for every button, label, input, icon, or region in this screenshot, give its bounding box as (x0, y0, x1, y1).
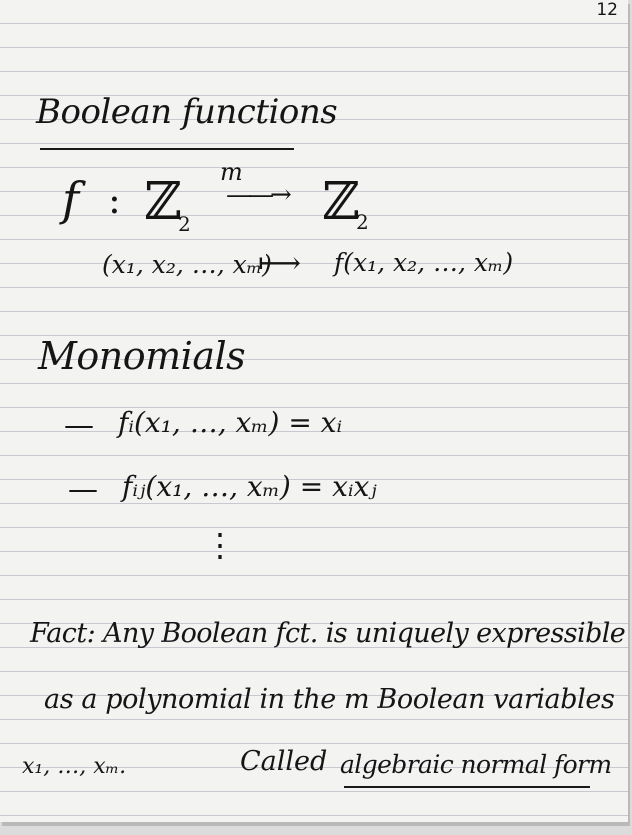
mapsto-left: (x₁, x₂, …, xₘ) (102, 250, 272, 279)
codomain-symbol: ℤ (322, 172, 360, 232)
mapsto-right: f(x₁, x₂, …, xₘ) (334, 248, 514, 277)
fact-line-3-term: algebraic normal form (340, 750, 612, 779)
monomial-dash-1: — (64, 408, 94, 443)
domain-superscript: m (220, 158, 243, 186)
fact-line-2: as a polynomial in the m Boolean variables (44, 684, 615, 715)
monomial-expr-1: fᵢ(x₁, …, xₘ) = xᵢ (118, 406, 343, 439)
subheading: Monomials (38, 334, 246, 378)
heading-underline (40, 148, 294, 150)
domain-symbol: ℤ (144, 172, 182, 232)
mapsto-arrow: ⟼ (258, 246, 302, 281)
function-letter: f (62, 172, 80, 226)
vertical-ellipsis: ⋮ (204, 526, 236, 564)
domain-subscript: 2 (178, 212, 191, 236)
term-underline (344, 786, 590, 788)
colon: : (108, 178, 121, 222)
monomial-dash-2: — (68, 472, 98, 507)
fact-line-3-left: x₁, …, xₘ. (22, 754, 127, 779)
codomain-subscript: 2 (356, 210, 369, 234)
fact-line-1: Fact: Any Boolean fct. is uniquely expressible (30, 618, 626, 649)
page-number: 12 (596, 0, 618, 20)
map-arrow: ——→ (226, 180, 288, 210)
heading: Boolean functions (36, 92, 338, 132)
fact-line-3-called: Called (240, 746, 328, 777)
monomial-expr-2: fᵢⱼ(x₁, …, xₘ) = xᵢxⱼ (122, 470, 377, 503)
